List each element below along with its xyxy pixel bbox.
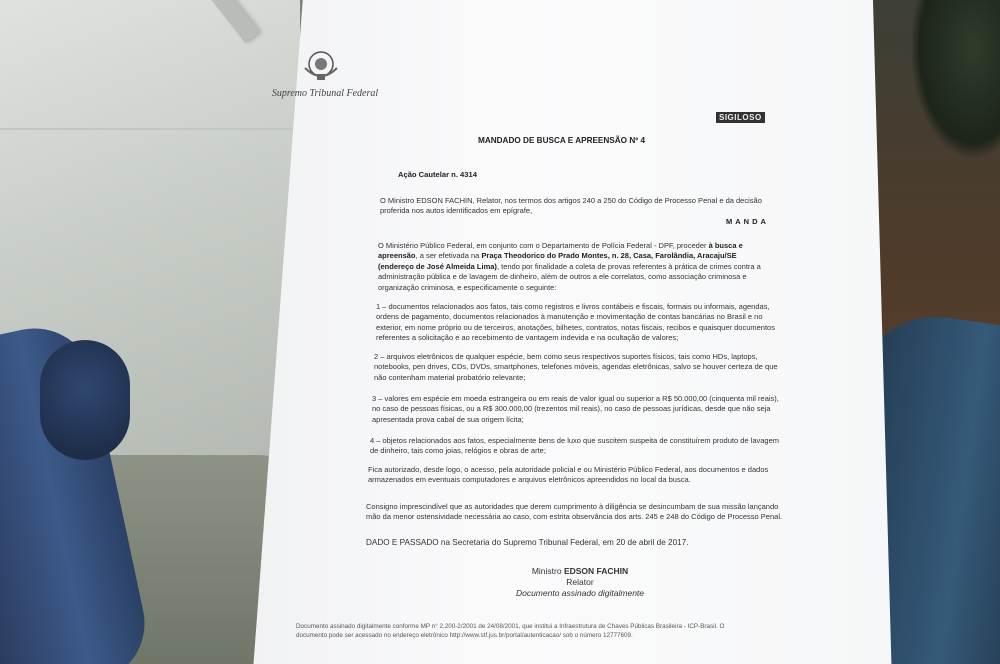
footer-line-2: documento pode ser acessado no endereço eletrônico http://www.stf.jus.br/portal/autenticacao/ sob o número 12777609. bbox=[296, 632, 633, 639]
item-3: 3 – valores em espécie em moeda estrangeira ou em reais de valor igual ou superior a R$ 50.000,00 (cinquenta mil reais), no caso de pessoas físicas, ou a R$ 300.000,00 (trezentos mil reais), no caso de pessoas jurídicas, desde que não seja apresentada prova cabal de sua origem lícita; bbox=[372, 394, 779, 424]
dado-passado: DADO E PASSADO na Secretaria do Supremo Tribunal Federal, em 20 de abril de 2017. bbox=[366, 538, 689, 547]
confidential-badge: SIGILOSO bbox=[716, 112, 765, 123]
item-1: 1 – documentos relacionados aos fatos, tais como registros e livros contábeis e fiscais, formais ou informais, agendas, ordens de pagamento, documentos relacionados à manutenção e movimentação de contas bancárias no Brasil e no exterior, em nome próprio ou de terceiros, anotações, bilhetes, contratos, notas fiscais, recibos e quaisquer documentos referentes a solicitação e ao recebimento de vantagem indevida e na ocultação de valores; bbox=[376, 302, 775, 343]
left-knee bbox=[40, 340, 130, 460]
consigno-paragraph: Consigno imprescindível que as autoridades que derem cumprimento à diligência se desincumbam de sua missão lançando mão da menor ostensividade necessária ao caso, com estrita observância dos arts. 245 e 248 do Código de Processo Penal. bbox=[366, 502, 783, 522]
court-name: Supremo Tribunal Federal bbox=[271, 88, 379, 99]
document-title: MANDADO DE BUSCA E APREENSÃO Nº 4 bbox=[478, 136, 646, 145]
case-number: Ação Cautelar n. 4314 bbox=[398, 170, 477, 179]
sign-role: Relator bbox=[566, 577, 594, 587]
authorization-paragraph: Fica autorizado, desde logo, o acesso, pela autoridade policial e ou Ministério Público Federal, aos documentos e dados armazenados em eventuais computadores e arquivos eletrônicos apreendidos no local da busca. bbox=[368, 465, 769, 485]
sign-minister: Ministro bbox=[531, 566, 562, 576]
wall-divider bbox=[0, 128, 300, 130]
footer-note bbox=[296, 622, 856, 640]
item-4: 4 – objetos relacionados aos fatos, especialmente bens de luxo que suscitem suspeita de constituírem produto de lavagem de dinheiro, tais como joias, relógios e obras de arte; bbox=[370, 436, 779, 456]
sign-name: EDSON FACHIN bbox=[563, 566, 629, 576]
plant-leaves bbox=[910, 0, 1000, 160]
item-2: 2 – arquivos eletrônicos de qualquer espécie, bem como seus respectivos suportes físicos, tais como HDs, laptops, notebooks, pen drives, CDs, DVDs, smartphones, telefones móveis, agendas eletrônicas, salvo se houver certeza de que não contenham material probatório relevante; bbox=[374, 352, 778, 382]
sign-digital: Documento assinado digitalmente bbox=[515, 588, 645, 598]
coat-of-arms-icon bbox=[300, 48, 342, 84]
signature-block bbox=[500, 566, 660, 599]
footer-line-1: Documento assinado digitalmente conforme MP n° 2.200-2/2001 de 24/08/2001, que institui a Infraestrutura de Chaves Públicas Brasileira - ICP-Brasil. O bbox=[296, 623, 725, 630]
manda-heading: MANDA bbox=[726, 217, 769, 226]
intro-paragraph: O Ministro EDSON FACHIN, Relator, nos termos dos artigos 240 a 250 do Código de Processo Penal e da decisão proferida nos autos identificados em epígrafe, bbox=[380, 196, 762, 216]
paragraph-search: O Ministério Público Federal, em conjunto com o Departamento de Polícia Federal - DPF, proceder à busca e apreensão, a ser efetivada na Praça Theodorico do Prado Montes, n. 28, Casa, Farolândia, Aracaju/SE (endereço de José Almeida Lima), tendo por finalidade a coleta de provas referentes à prática de crimes contra a administração pública e de lavagem de dinheiro, além de outros a ele correlatos, como associação criminosa e organização criminosa, e especificamente o seguinte: bbox=[378, 241, 761, 292]
